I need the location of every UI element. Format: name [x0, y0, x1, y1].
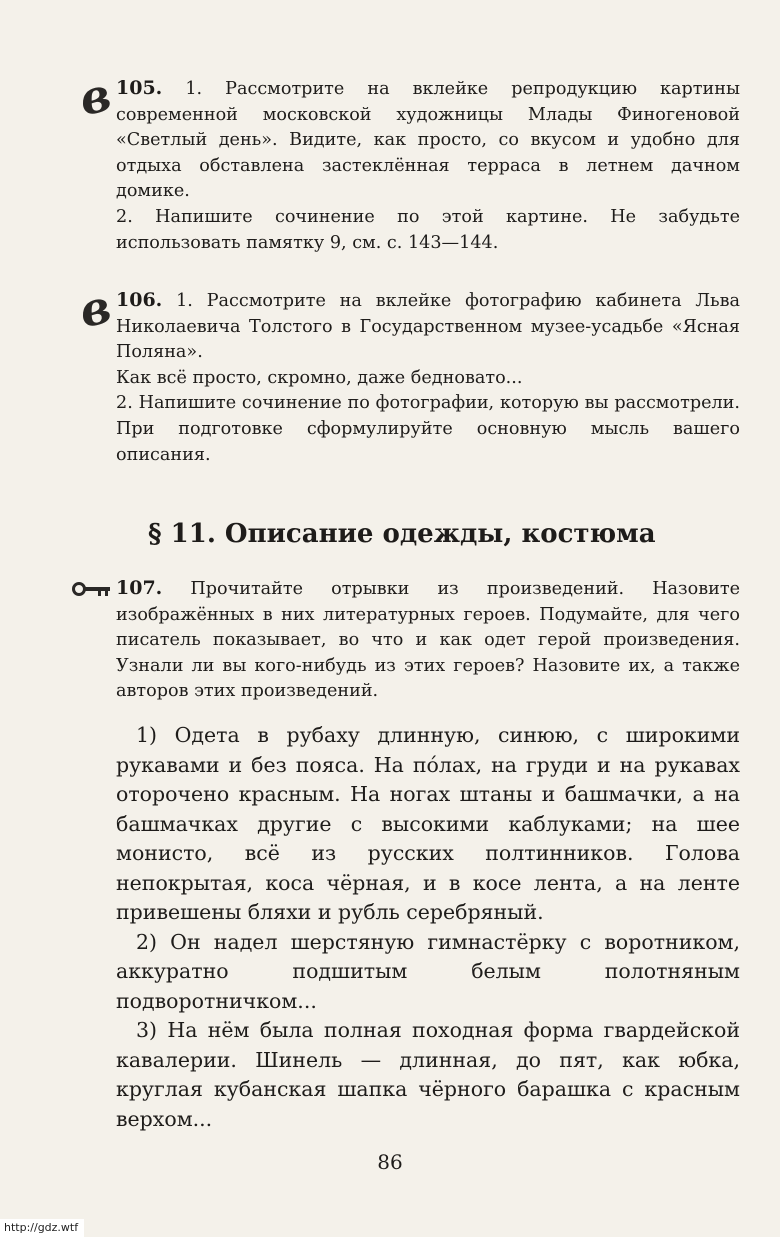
page-number: 86	[377, 1150, 403, 1174]
exercise-107	[116, 576, 740, 705]
exercise-106-part-2: Как всё просто, скромно, даже бедновато...	[116, 367, 523, 388]
exercise-106-part-1	[116, 288, 740, 366]
source-link[interactable]: http://gdz.wtf	[0, 1219, 84, 1237]
exercise-105-part-1	[116, 76, 740, 205]
exercise-105-item-1: 1.	[185, 79, 203, 99]
written-task-marker-icon: в	[74, 279, 116, 339]
exercise-105-part-2: 2. Напишите сочинение по этой картине. Не забудьте использовать памятку 9, см. с. 143—144.	[116, 206, 740, 253]
exercise-106-item-1: 1.	[176, 291, 193, 311]
exercise-106-part-3: 2. Напишите сочинение по фотографии, которую вы рассмотрели. При подготовке сформулируйте основную мысль вашего описания.	[116, 393, 740, 465]
exercise-106-text-1: Рассмотрите на вклейке фотографию кабинета Льва Николаевича Толстого в Государственном музее-усадьбе «Ясная Поляна».	[116, 291, 741, 363]
exercise-106-number: 106.	[116, 289, 163, 311]
excerpt-1: 1) Одета в рубаху длинную, синюю, с широкими рукавами и без пояса. На пóлах, на груди и на рукавах оторочено красным. На ногах штаны и башмачки, а на башмачках другие с высокими каблуками; на шее монисто, всё из русских полтинников. Голова непокрытая, коса чёрная, и в косе лента, а на ленте привешены бляхи и рубль серебряный.	[116, 723, 740, 924]
written-task-marker-icon: в	[74, 67, 116, 127]
exercise-107-number: 107.	[116, 577, 163, 599]
exercise-105	[116, 76, 740, 256]
exercise-105-number: 105.	[116, 77, 163, 99]
exercise-107-part-1	[116, 576, 740, 705]
exercise-106	[116, 288, 740, 468]
excerpt-3: 3) На нём была полная походная форма гвардейской кавалерии. Шинель — длинная, до пят, как юбка, круглая кубанская шапка чёрного барашка с красным верхом...	[116, 1018, 740, 1131]
section-title: § 11. Описание одежды, костюма	[148, 519, 656, 549]
exercise-107-text: Прочитайте отрывки из произведений. Назовите изображённых в них литературных героев. Подумайте, для чего писатель показывает, во что и как одет герой произведения. Узнали ли вы кого-нибудь из этих героев? Назовите их, а также авторов этих произведений.	[116, 579, 741, 702]
exercise-105-text-1: Рассмотрите на вклейке репродукцию картины современной московской художницы Млады Финогеновой «Светлый день». Видите, как просто, со вкусом и удобно для отдыха обставлена застеклённая терраса в летнем дачном домике.	[116, 79, 740, 202]
key-icon	[72, 580, 112, 598]
excerpt-2: 2) Он надел шерстяную гимнастёрку с воротником, аккуратно подшитым белым полотняным подворотничком...	[116, 929, 740, 1013]
excerpts-block	[116, 721, 740, 1134]
